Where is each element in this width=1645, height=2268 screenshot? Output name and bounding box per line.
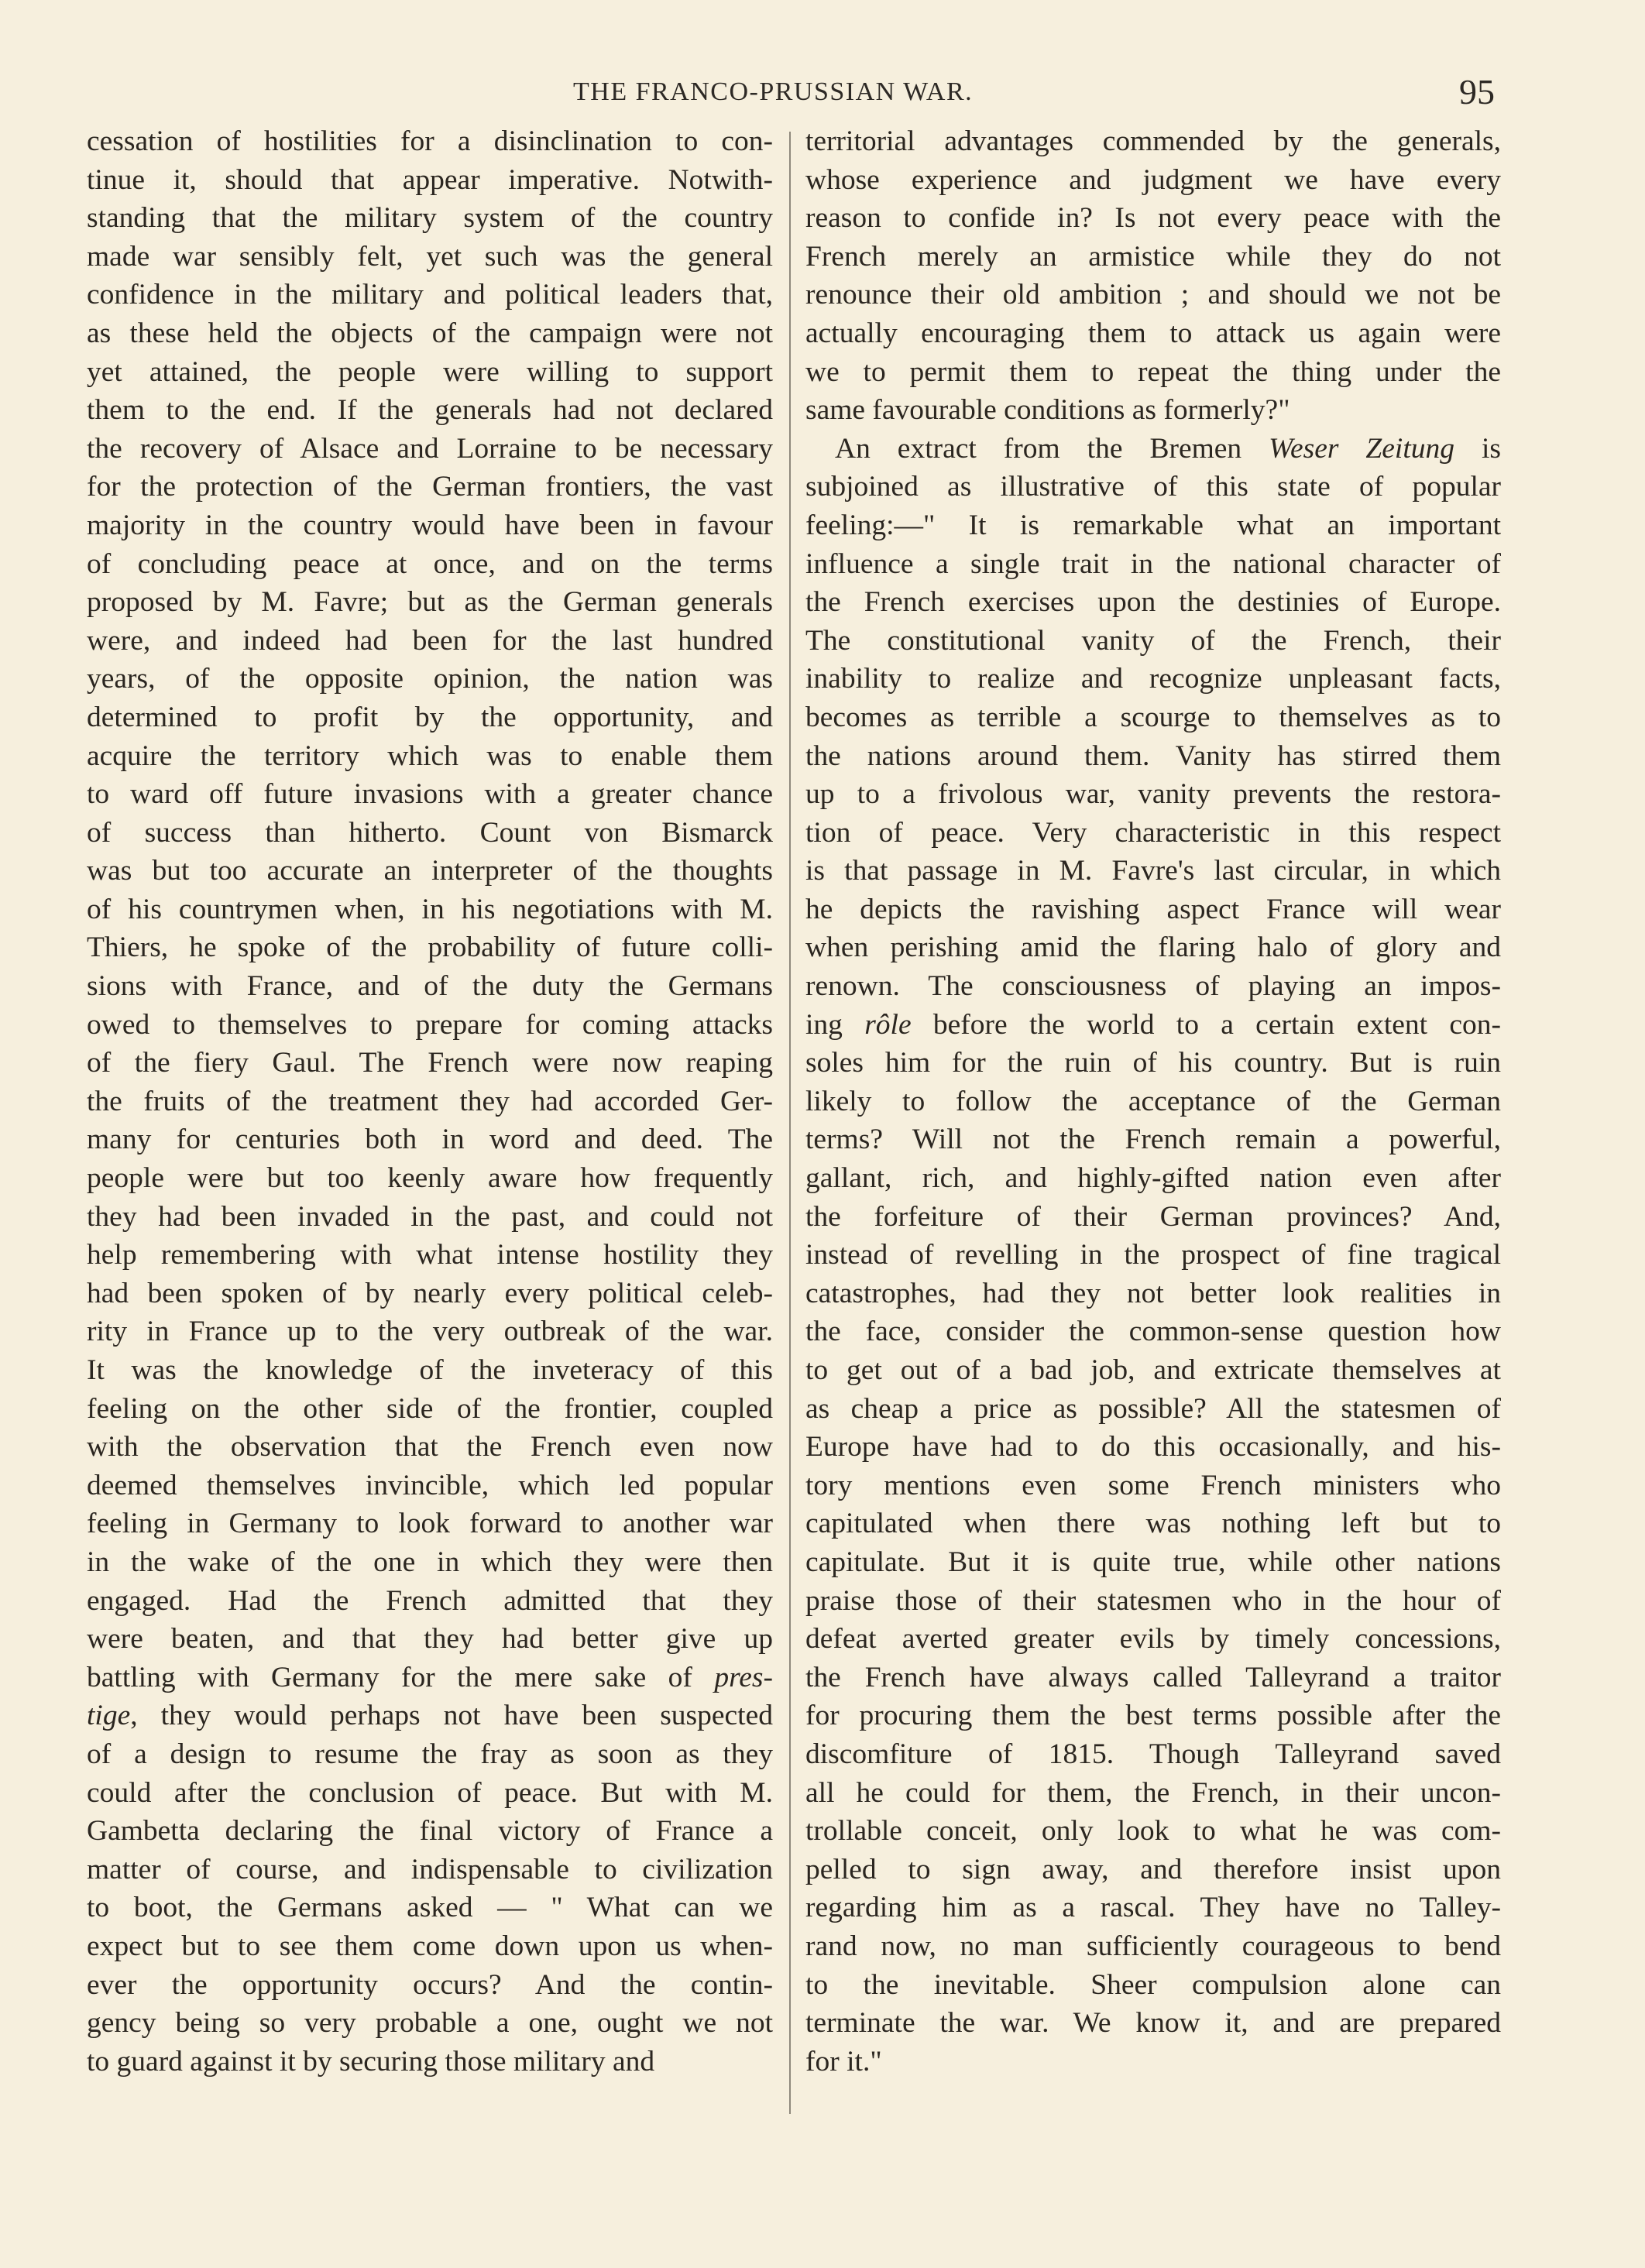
text-line: to guard against it by securing those military and: [87, 2045, 655, 2078]
text-line: Thiers, he spoke of the probability of future colli-: [87, 932, 773, 964]
text-line: owed to themselves to prepare for coming attacks: [87, 1008, 773, 1041]
text-line: pelled to sign away, and therefore insist upon: [805, 1853, 1501, 1885]
text-line: help remembering with what intense hostility they: [87, 1239, 773, 1271]
text-line: they had been invaded in the past, and could not: [87, 1200, 773, 1233]
text-line: yet attained, the people were willing to support: [87, 355, 773, 388]
text-line: acquire the territory which was to enable them: [87, 739, 773, 772]
text-line: becomes as terrible a scourge to themselves as to: [805, 701, 1501, 733]
text-line: of his countrymen when, in his negotiations with M.: [87, 893, 773, 925]
text-line: as these held the objects of the campaign were not: [87, 317, 773, 349]
text-line: gallant, rich, and highly-gifted nation even after: [805, 1162, 1501, 1195]
text-line: to ward off future invasions with a greater chance: [87, 778, 773, 811]
text-line: the French exercises upon the destinies of Europe.: [805, 586, 1501, 619]
text-line: of concluding peace at once, and on the terms: [87, 547, 773, 580]
text-line: reason to confide in? Is not every peace with the: [805, 202, 1501, 235]
text-line: rand now, no man sufficiently courageous to bend: [805, 1930, 1501, 1962]
text-line: terminate the war. We know it, and are prepared: [805, 2007, 1501, 2040]
text-line: same favourable conditions as formerly?": [805, 394, 1290, 427]
text-line: Europe have had to do this occasionally, and his-: [805, 1431, 1501, 1463]
text-line: French merely an armistice while they do not: [805, 240, 1501, 273]
text-line: people were but too keenly aware how frequently: [87, 1162, 773, 1195]
text-line: battling with Germany for the mere sake of pres-: [87, 1661, 773, 1693]
right-text-column: [805, 122, 1501, 2081]
text-line: renounce their old ambition ; and should we not be: [805, 279, 1501, 311]
text-line: when perishing amid the flaring halo of glory and: [805, 932, 1501, 964]
text-line: the nations around them. Vanity has stirred them: [805, 739, 1501, 772]
text-line: were, and indeed had been for the last hundred: [87, 624, 773, 657]
running-title: THE FRANCO-PRUSSIAN WAR.: [573, 77, 974, 106]
text-line: of the fiery Gaul. The French were now reaping: [87, 1047, 773, 1079]
text-line: all he could for them, the French, in their uncon-: [805, 1776, 1501, 1809]
text-line: determined to profit by the opportunity, and: [87, 701, 773, 733]
text-line: inability to realize and recognize unpleasant facts,: [805, 663, 1501, 695]
text-line: sions with France, and of the duty the Germans: [87, 970, 773, 1003]
text-line: for the protection of the German frontiers, the vast: [87, 471, 773, 503]
text-line: rity in France up to the very outbreak of the war.: [87, 1316, 773, 1348]
text-line: for it.": [805, 2045, 882, 2078]
text-line: defeat averted greater evils by timely concessions,: [805, 1623, 1501, 1656]
text-line: standing that the military system of the country: [87, 202, 773, 235]
text-line: terms? Will not the French remain a powerful,: [805, 1124, 1501, 1156]
text-line: tory mentions even some French ministers who: [805, 1469, 1501, 1501]
text-line: matter of course, and indispensable to civilization: [87, 1853, 773, 1885]
text-line: ing rôle before the world to a certain extent con-: [805, 1008, 1501, 1041]
text-line: ever the opportunity occurs? And the contin-: [87, 1968, 773, 2001]
text-line: The constitutional vanity of the French, their: [805, 624, 1501, 657]
text-line: we to permit them to repeat the thing under the: [805, 355, 1501, 388]
text-line: feeling in Germany to look forward to another war: [87, 1508, 773, 1540]
text-line: trollable conceit, only look to what he was com-: [805, 1815, 1501, 1848]
text-line: expect but to see them come down upon us when-: [87, 1930, 773, 1962]
text-line: An extract from the Bremen Weser Zeitung is: [835, 432, 1501, 465]
text-line: majority in the country would have been in favour: [87, 509, 773, 541]
text-line: tion of peace. Very characteristic in this respect: [805, 816, 1501, 849]
text-line: gency being so very probable a one, ought we not: [87, 2007, 773, 2040]
text-line: feeling:—" It is remarkable what an important: [805, 509, 1501, 541]
text-line: subjoined as illustrative of this state of popular: [805, 471, 1501, 503]
text-line: he depicts the ravishing aspect France will wear: [805, 893, 1501, 925]
text-line: made war sensibly felt, yet such was the general: [87, 240, 773, 273]
text-line: up to a frivolous war, vanity prevents the restora-: [805, 778, 1501, 811]
text-line: for procuring them the best terms possible after the: [805, 1700, 1501, 1732]
text-line: likely to follow the acceptance of the German: [805, 1085, 1501, 1117]
text-line: renown. The consciousness of playing an impos-: [805, 970, 1501, 1003]
text-line: the French have always called Talleyrand a traitor: [805, 1661, 1501, 1693]
text-line: to get out of a bad job, and extricate themselves at: [805, 1354, 1501, 1386]
text-line: had been spoken of by nearly every political celeb-: [87, 1277, 773, 1309]
text-line: in the wake of the one in which they were then: [87, 1546, 773, 1578]
text-line: years, of the opposite opinion, the nation was: [87, 663, 773, 695]
text-line: capitulated when there was nothing left but to: [805, 1508, 1501, 1540]
text-line: actually encouraging them to attack us again were: [805, 317, 1501, 349]
text-line: tinue it, should that appear imperative. Notwith-: [87, 163, 773, 196]
text-line: whose experience and judgment we have every: [805, 163, 1501, 196]
text-line: It was the knowledge of the inveteracy of this: [87, 1354, 773, 1386]
text-line: the face, consider the common-sense question how: [805, 1316, 1501, 1348]
text-line: deemed themselves invincible, which led popular: [87, 1469, 773, 1501]
text-line: discomfiture of 1815. Though Talleyrand saved: [805, 1738, 1501, 1770]
text-line: as cheap a price as possible? All the statesmen of: [805, 1392, 1501, 1425]
text-line: to boot, the Germans asked — " What can we: [87, 1892, 773, 1924]
left-text-column: [87, 122, 773, 2081]
text-line: catastrophes, had they not better look realities in: [805, 1277, 1501, 1309]
text-line: cessation of hostilities for a disinclination to con-: [87, 125, 773, 157]
text-line: feeling on the other side of the frontier, coupled: [87, 1392, 773, 1425]
text-line: many for centuries both in word and deed. The: [87, 1124, 773, 1156]
text-line: was but too accurate an interpreter of the thoughts: [87, 855, 773, 887]
text-line: to the inevitable. Sheer compulsion alone can: [805, 1968, 1501, 2001]
text-line: tige, they would perhaps not have been suspected: [87, 1700, 773, 1732]
text-line: of success than hitherto. Count von Bismarck: [87, 816, 773, 849]
text-line: territorial advantages commended by the generals,: [805, 125, 1501, 157]
column-divider: [789, 132, 791, 2114]
text-line: the recovery of Alsace and Lorraine to be necessary: [87, 432, 773, 465]
text-line: could after the conclusion of peace. But with M.: [87, 1776, 773, 1809]
text-line: them to the end. If the generals had not declared: [87, 394, 773, 427]
text-line: of a design to resume the fray as soon as they: [87, 1738, 773, 1770]
text-line: regarding him as a rascal. They have no Talley-: [805, 1892, 1501, 1924]
text-line: confidence in the military and political leaders that,: [87, 279, 773, 311]
text-line: praise those of their statesmen who in the hour of: [805, 1584, 1501, 1617]
text-line: engaged. Had the French admitted that they: [87, 1584, 773, 1617]
text-line: Gambetta declaring the final victory of France a: [87, 1815, 773, 1848]
text-line: influence a single trait in the national character of: [805, 547, 1501, 580]
page-number: 95: [1459, 72, 1495, 112]
text-line: capitulate. But it is quite true, while other nations: [805, 1546, 1501, 1578]
text-line: with the observation that the French even now: [87, 1431, 773, 1463]
text-line: is that passage in M. Favre's last circular, in which: [805, 855, 1501, 887]
text-line: instead of revelling in the prospect of fine tragical: [805, 1239, 1501, 1271]
text-line: proposed by M. Favre; but as the German generals: [87, 586, 773, 619]
text-line: the forfeiture of their German provinces? And,: [805, 1200, 1501, 1233]
text-line: soles him for the ruin of his country. But is ruin: [805, 1047, 1501, 1079]
text-line: were beaten, and that they had better give up: [87, 1623, 773, 1656]
text-line: the fruits of the treatment they had accorded Ger-: [87, 1085, 773, 1117]
